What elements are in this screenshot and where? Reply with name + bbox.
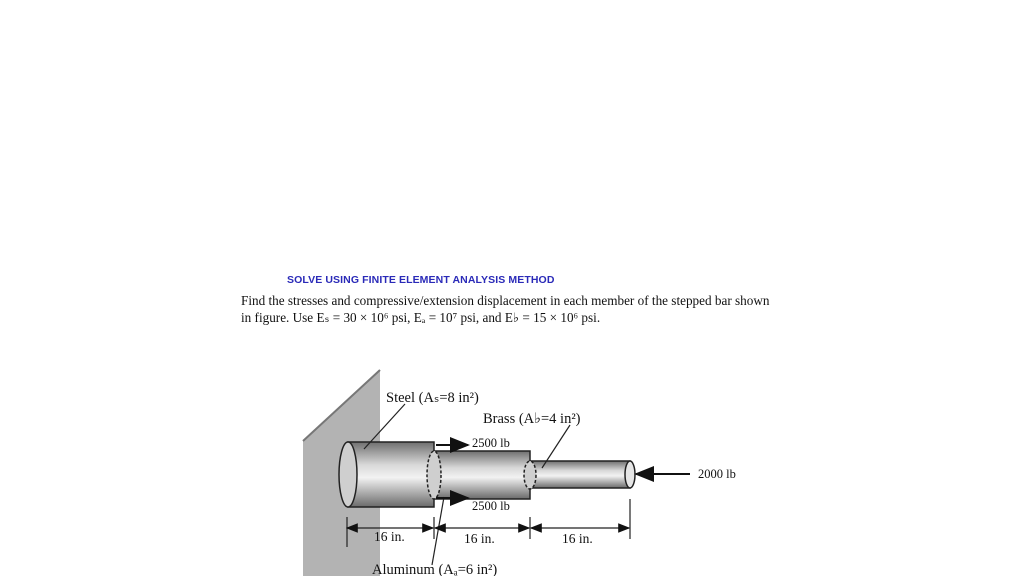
brass-section bbox=[524, 461, 635, 489]
aluminum-section bbox=[427, 451, 530, 499]
stepped-bar-diagram bbox=[290, 365, 760, 576]
dim-aluminum-label: 16 in. bbox=[464, 531, 495, 546]
problem-line-1: Find the stresses and compressive/extension displacement in each member of the stepped bar shown bbox=[241, 293, 770, 308]
problem-statement bbox=[241, 292, 861, 326]
aluminum-label: Aluminum (Aₐ=6 in²) bbox=[372, 562, 498, 576]
load-bottom-label: 2500 lb bbox=[472, 499, 510, 513]
problem-line-2: in figure. Use Eₛ = 30 × 10⁶ psi, Eₐ = 10⁷ psi, and E♭ = 15 × 10⁶ psi. bbox=[241, 310, 601, 325]
steel-label: Steel (Aₛ=8 in²) bbox=[386, 390, 479, 406]
load-end-label: 2000 lb bbox=[698, 467, 736, 481]
steel-section bbox=[339, 442, 434, 507]
brass-label: Brass (A♭=4 in²) bbox=[483, 411, 581, 427]
problem-heading: SOLVE USING FINITE ELEMENT ANALYSIS METHOD bbox=[287, 274, 555, 286]
dim-brass-label: 16 in. bbox=[562, 531, 593, 546]
load-top-label: 2500 lb bbox=[472, 436, 510, 450]
stepped-bar-figure bbox=[290, 365, 760, 581]
dim-steel-label: 16 in. bbox=[374, 529, 405, 544]
